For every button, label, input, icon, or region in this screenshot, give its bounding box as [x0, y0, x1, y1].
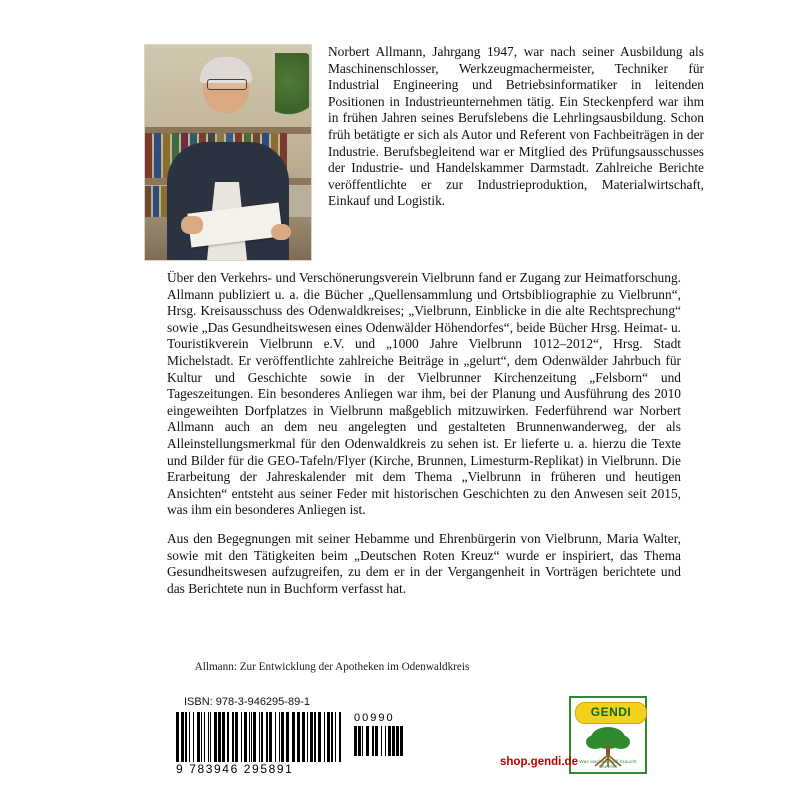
- barcode-digits: 9 783946 295891: [176, 762, 294, 776]
- publisher-motto: Was wachsen will braucht Wurzeln: [579, 759, 637, 769]
- publisher-shop-url[interactable]: shop.gendi.de: [500, 756, 578, 768]
- isbn-label: ISBN: 978-3-946295-89-1: [184, 696, 310, 708]
- body-text: [167, 270, 681, 609]
- paragraph-2: Aus den Begegnungen mit seiner Hebamme und Ehrenbürgerin von Vielbrunn, Maria Walter, sowie mit den Tätigkeiten beim „Deutschen Roten Kreuz“ wurde er inspiriert, das Thema Gesundheitswesen aufzugreifen, zu dem er in der Vergangenheit in Vorträgen berichtete und das Berichtete nun in Buchform verfasst hat.: [167, 530, 681, 596]
- paragraph-1: Über den Verkehrs- und Verschönerungsverein Vielbrunn fand er Zugang zur Heimatforschung. Allmann publiziert u. a. die Bücher „Quellensammlung und Ortsbibliographie zu Vielbrunn“, Hrsg. Kreisausschuss des Odenwaldkreises; „Vielbrunn, Einblicke in die alte Rechtsprechung“ sowie „Das Gesundheitswesen eines Odenwälder Höhendorfes“, beide Bücher Hrsg. Heimat- u. Touristikverein Vielbrunn e.V. und „1000 Jahre Vielbrunn 1012–2012“, Hrsg. Stadt Michelstadt. Er veröffentlichte zahlreiche Beiträge in „gelurt“, dem Odenwälder Jahrbuch für Kultur und Geschichte sowie in der Vielbrunner Kirchenzeitung „Felsborn“ und Tageszeitungen. Ein besonderes Anliegen war ihm, bei der Planung und Ausführung des 2010 eingeweihten Dorfplatzes in Vielbrunn maßgeblich mitzuwirken. Federführend war Norbert Allmann auch an dem neu angelegten und gestalteten Brunnenwanderweg, der als Alleinstellungsmerkmal für den Odenwaldkreis zu sehen ist. Er lieferte u. a. hierzu die Texte und Bilder für die GEO-Tafeln/Flyer (Kirche, Brunnen, Limesturm-Replikat) in Vielbrunn. Die Erarbeitung der Jahreskalender mit dem Thema „Vielbrunn in früheren und heutigen Ansichten“ entsteht aus seiner Feder mit historischen Geschichten zu den Anwesen seit 2015, was ihm ein besonderes Anliegen ist.: [167, 270, 681, 518]
- barcode: [176, 712, 395, 782]
- barcode-addon-bars: [354, 726, 404, 756]
- author-bio-text: Norbert Allmann, Jahrgang 1947, war nach seiner Ausbildung als Maschinenschlosser, Werkzeugmachermeister, Techniker für Industrial Engineering und Betriebsinformatiker in leitenden Positionen in Industrieunternehmen tätig. Ein Steckenpferd war ihm in frühen Jahren seines Berufslebens die Lehrlingsausbildung. Schon früh betätigte er sich als Autor und Referent von Fachbeiträgen in der Industrie. Berufsbegleitend war er Mitglied des Prüfungsausschusses der Industrie- und Handelskammer Darmstadt. Zahlreiche Berichte veröffentlichte er zur Industrieproduktion, Materialwirtschaft, Einkauf und Logistik.: [328, 44, 704, 209]
- barcode-addon: [354, 712, 408, 756]
- footer-book-title: Allmann: Zur Entwicklung der Apotheken im Odenwaldkreis: [194, 661, 470, 673]
- publisher-logo-text: GENDI: [575, 702, 647, 724]
- barcode-bars: [176, 712, 344, 762]
- author-block: [144, 44, 704, 261]
- barcode-addon-digits: 00990: [354, 712, 395, 724]
- author-portrait-photo: [144, 44, 312, 261]
- book-back-cover: [24, 8, 776, 792]
